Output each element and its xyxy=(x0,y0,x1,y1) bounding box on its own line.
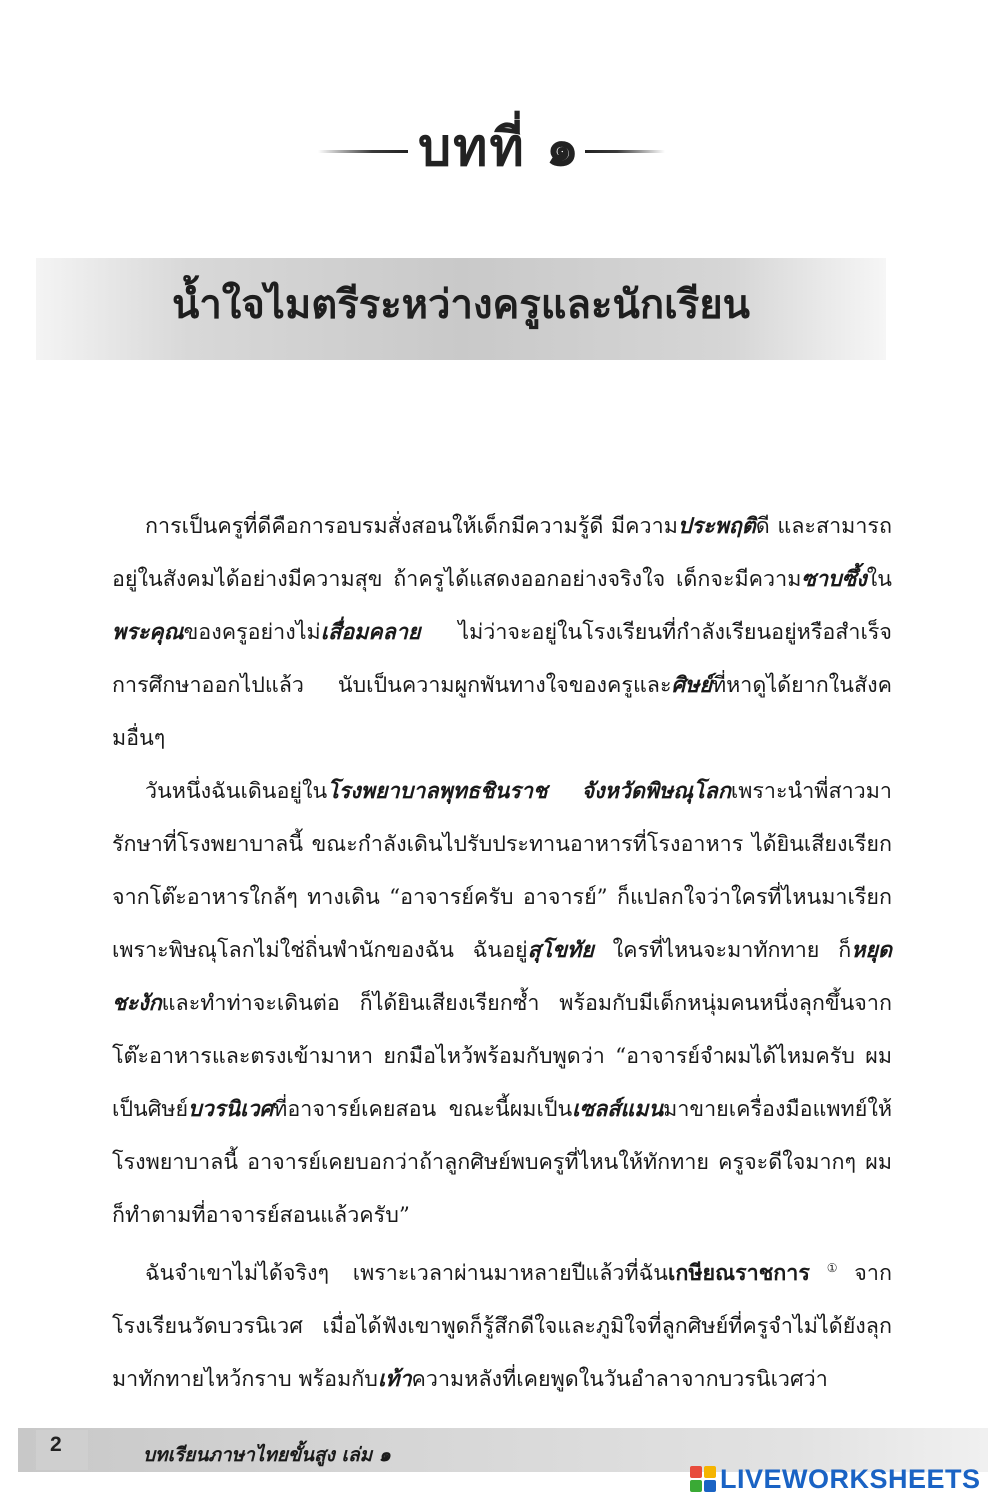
emphasized-term: ซาบซึ้ง xyxy=(801,567,867,592)
text-run: ใน xyxy=(866,567,892,592)
emphasized-term: ศิษย์ xyxy=(671,673,712,698)
text-run: ของครูอย่างไม่ xyxy=(183,620,321,645)
logo-square-yellow xyxy=(704,1466,716,1478)
emphasized-term: หยุดชะงัก xyxy=(112,938,892,1016)
text-run: ที่อาจารย์เคยสอน ขณะนี้ผมเป็น xyxy=(273,1097,573,1122)
text-run: การเป็นครูที่ดีคือการอบรมสั่งสอนให้เด็กมีความรู้ดี มีความ xyxy=(145,514,678,539)
watermark-text: LIVEWORKSHEETS xyxy=(720,1463,981,1494)
footnote-marker: ① xyxy=(809,1261,855,1275)
emphasized-term: เสื่อมคลาย xyxy=(320,620,421,645)
liveworksheets-watermark[interactable] xyxy=(690,1462,981,1496)
emphasized-term: ประพฤติ xyxy=(677,514,756,539)
emphasized-term: สุโขทัย xyxy=(527,938,594,963)
text-run: ไม่ว่าจะอยู่ในโรงเรียนที่กำลังเรียนอยู่หรือสำเร็จการศึกษาออกไปแล้ว นับเป็นความผูกพันทางใจของครูและ xyxy=(112,620,892,698)
text-run: ดี และสามารถอยู่ในสังคมได้อย่างมีความสุข ถ้าครูได้แสดงออกอย่างจริงใจ เด็กจะมีความ xyxy=(112,514,892,592)
book-title: บทเรียนภาษาไทยขั้นสูง เล่ม ๑ xyxy=(143,1444,391,1466)
text-run: จากโรงเรียนวัดบวรนิเวศ เมื่อได้ฟังเขาพูดก็รู้สึกดีใจและภูมิใจที่ลูกศิษย์ที่ครูจำไม่ได้ยังลุกมาทักทายไหว้กราบ พร้อมกับ xyxy=(112,1261,892,1393)
page-number: 2 xyxy=(50,1433,62,1456)
text-run: เพราะนำพี่สาวมารักษาที่โรงพยาบาลนี้ ขณะกำลังเดินไปรับประทานอาหารที่โรงอาหาร ได้ยินเสียงเรียกจากโต๊ะอาหารใกล้ๆ ทางเดิน “อาจารย์ครับ อาจารย์” ก็แปลกใจว่าใครที่ไหนมาเรียก เพราะพิษณุโลกไม่ใช่ถิ่นพำนักของฉัน ฉันอยู่ xyxy=(112,779,892,963)
page-number-box xyxy=(36,1430,88,1470)
text-run: วันหนึ่งฉันเดินอยู่ใน xyxy=(145,779,328,804)
paragraph-3 xyxy=(112,1242,892,1406)
logo-square-red xyxy=(690,1466,702,1478)
chapter-title: บทที่ ๑ xyxy=(418,117,581,178)
chapter-heading xyxy=(0,95,999,205)
emphasized-term: เท้า xyxy=(377,1367,412,1393)
liveworksheets-logo-icon xyxy=(690,1466,716,1492)
text-run: ความหลังที่เคยพูดในวันอำลาจากบวรนิเวศว่า xyxy=(411,1367,828,1393)
logo-square-green xyxy=(690,1480,702,1492)
emphasized-term: โรงพยาบาลพุทธชินราช จังหวัดพิษณุโลก xyxy=(327,779,731,804)
lesson-title: น้ำใจไมตรีระหว่างครูและนักเรียน xyxy=(171,281,751,328)
emphasized-term: พระคุณ xyxy=(112,620,184,645)
paragraph-2 xyxy=(112,765,892,1242)
text-run: ฉันจำเขาไม่ได้จริงๆ เพราะเวลาผ่านมาหลายปีแล้วที่ฉัน xyxy=(145,1261,668,1287)
text-run: ที่หาดูได้ยากในสังคมอื่นๆ xyxy=(112,673,892,751)
text-run: มาขายเครื่องมือแพทย์ให้โรงพยาบาลนี้ อาจารย์เคยบอกว่าถ้าลูกศิษย์พบครูที่ไหนให้ทักทาย ครูจะดีใจมากๆ ผมก็ทำตามที่อาจารย์สอนแล้วครับ” xyxy=(112,1097,892,1228)
logo-square-blue xyxy=(704,1480,716,1492)
emphasized-term: บวรนิเวศ xyxy=(188,1097,274,1122)
body-text xyxy=(112,500,892,1406)
emphasized-term: เซลส์แมน xyxy=(572,1097,664,1122)
paragraph-1 xyxy=(112,500,892,765)
text-run: และทำท่าจะเดินต่อ ก็ได้ยินเสียงเรียกซ้ำ พร้อมกับมีเด็กหนุ่มคนหนึ่งลุกขึ้นจากโต๊ะอาหารและตรงเข้ามาหา ยกมือไหว้พร้อมกับพูดว่า “อาจารย์จำผมได้ไหมครับ ผมเป็นศิษย์ xyxy=(112,991,892,1122)
emphasized-term: เกษียณราชการ xyxy=(667,1261,810,1287)
text-run: ใครที่ไหนจะมาทักทาย ก็ xyxy=(593,938,852,963)
